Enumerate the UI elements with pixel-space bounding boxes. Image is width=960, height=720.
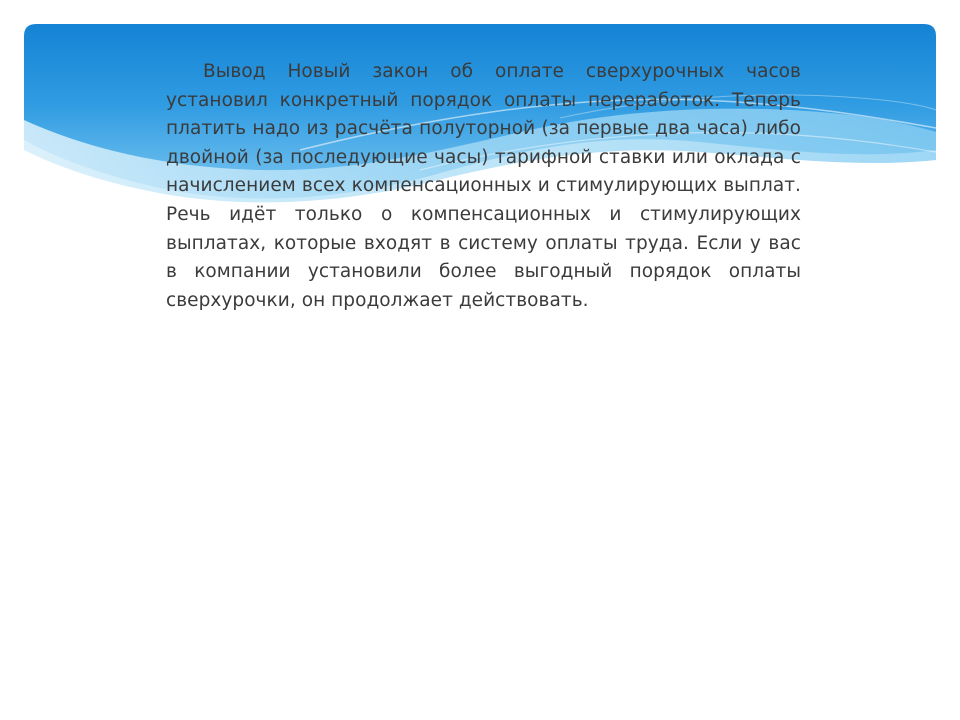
body-paragraph: Вывод Новый закон об оплате сверхурочных часов установил конкретный порядок оплаты переработок. Теперь платить надо из расчёта полуторной (за первые два часа) либо двойной (за последующие часы) тарифной ставки или оклада с начислением всех компенсационных и стимулирующих выплат. Речь идёт только о компенсационных и стимулирующих выплатах, которые входят в систему оплаты труда. Если у вас в компании установили более выгодный порядок оплаты сверхурочки, он продолжает действовать. (166, 61, 801, 311)
